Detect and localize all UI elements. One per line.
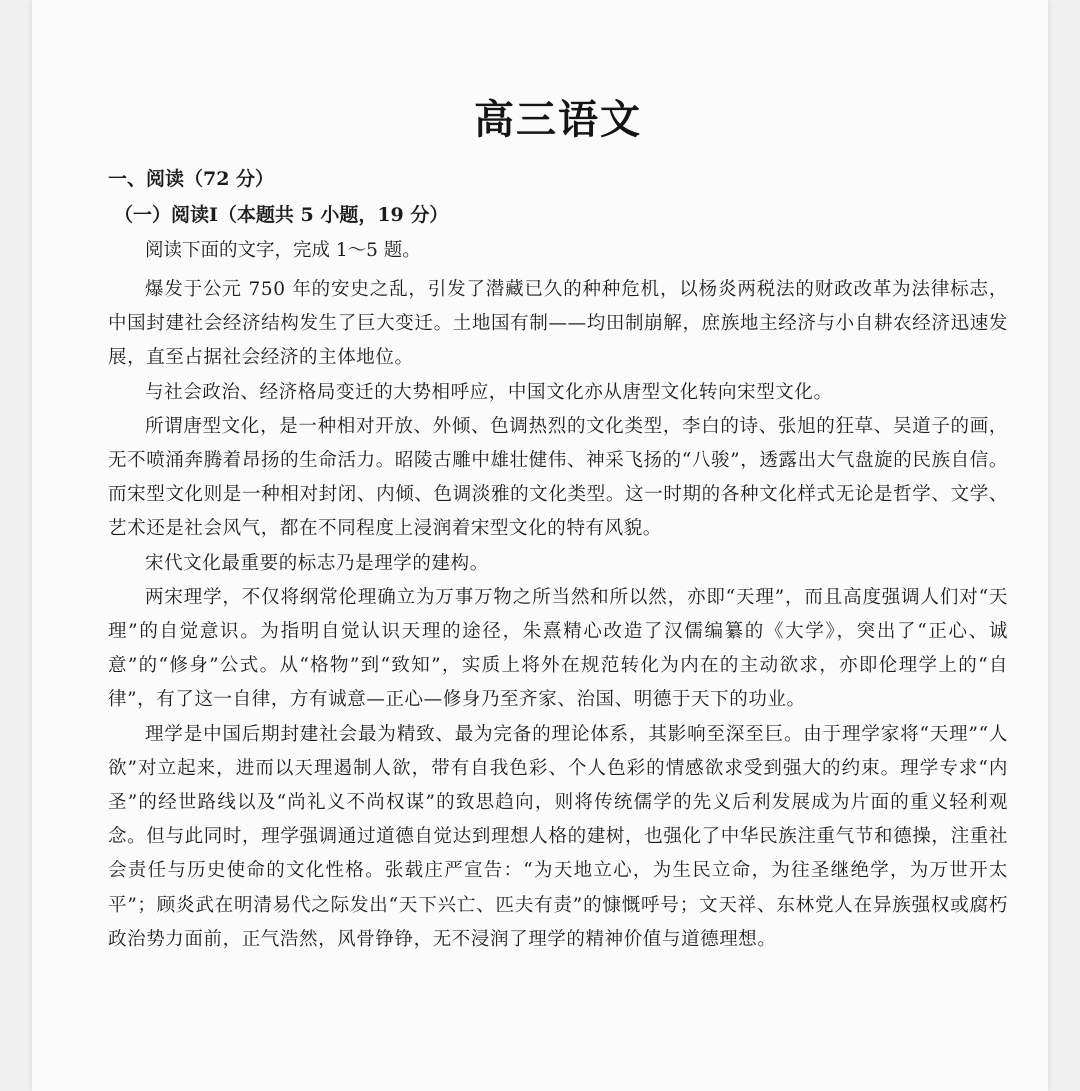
paragraph: 理学是中国后期封建社会最为精致、最为完备的理论体系，其影响至深至巨。由于理学家将“天理”“人欲”对立起来，进而以天理遏制人欲，带有自我色彩、个人色彩的情感欲求受到强大的约束。理学专求“内圣”的经世路线以及“尚礼义不尚权谋”的致思趋向，则将传统儒学的先义后利发展成为片面的重义轻利观念。但与此同时，理学强调通过道德自觉达到理想人格的建树，也强化了中华民族注重气节和德操，注重社会责任与历史使命的文化性格。张载庄严宣告：“为天地立心，为生民立命，为往圣继绝学，为万世开太平”；顾炎武在明清易代之际发出“天下兴亡、匹夫有责”的慷慨呼号；文天祥、东林党人在异族强权或腐朽政治势力面前，正气浩然，风骨铮铮，无不浸润了理学的精神价值与道德理想。	[108, 723, 1008, 950]
section-heading: 一、阅读（72 分）	[108, 168, 275, 190]
paragraph: 所谓唐型文化，是一种相对开放、外倾、色调热烈的文化类型，李白的诗、张旭的狂草、吴道子的画，无不喷涌奔腾着昂扬的生命活力。昭陵古雕中雄壮健伟、神采飞扬的“八骏”，透露出大气盘旋的民族自信。而宋型文化则是一种相对封闭、内倾、色调淡雅的文化类型。这一时期的各种文化样式无论是哲学、文学、艺术还是社会风气，都在不同程度上浸润着宋型文化的特有风貌。	[108, 415, 1008, 540]
exam-page	[32, 0, 1048, 1091]
paragraph: 两宋理学，不仅将纲常伦理确立为万事万物之所当然和所以然，亦即“天理”，而且高度强调人们对“天理”的自觉意识。为指明自觉认识天理的途径，朱熹精心改造了汉儒编纂的《大学》，突出了“正心、诚意”的“修身”公式。从“格物”到“致知”，实质上将外在规范转化为内在的主动欲求，亦即伦理学上的“自律”，有了这一自律，方有诚意—正心—修身乃至齐家、治国、明德于天下的功业。	[108, 586, 1008, 711]
paragraph: 与社会政治、经济格局变迁的大势相呼应，中国文化亦从唐型文化转向宋型文化。	[145, 381, 833, 403]
page-title: 高三语文	[474, 97, 642, 143]
instruction-text: 阅读下面的文字，完成 1～5 题。	[145, 240, 421, 261]
paragraph: 宋代文化最重要的标志乃是理学的建构。	[145, 552, 489, 574]
page-content	[108, 88, 1008, 957]
paragraph: 爆发于公元 750 年的安史之乱，引发了潜藏已久的种种危机，以杨炎两税法的财政改革为法律标志，中国封建社会经济结构发生了巨大变迁。土地国有制——均田制崩解，庶族地主经济与小自耕农经济迅速发展，直至占据社会经济的主体地位。	[108, 279, 1008, 369]
subsection-heading: （一）阅读I（本题共 5 小题，19 分）	[114, 204, 449, 226]
